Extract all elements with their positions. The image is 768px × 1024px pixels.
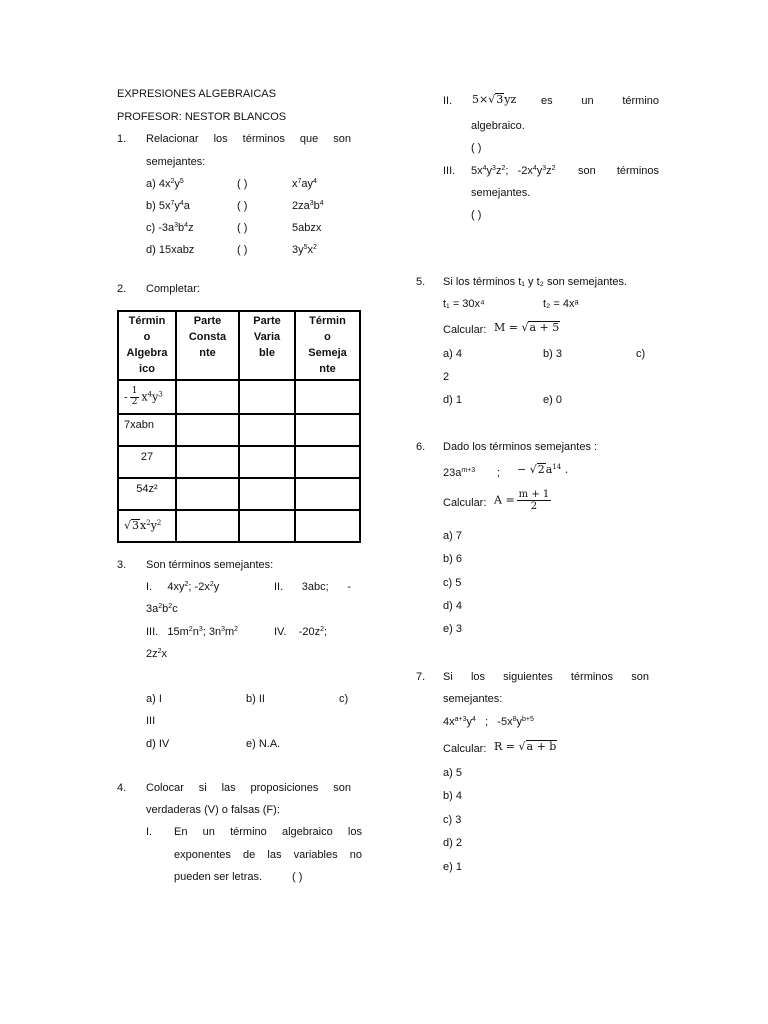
q6-text: Dado los términos semejantes : (443, 441, 598, 453)
q7-option-a: a) 5 (443, 767, 462, 779)
q1-row-d (146, 244, 194, 258)
q4-item-iii-number: III. (443, 165, 456, 177)
q1-b-blank: ( ) (237, 200, 248, 212)
constant-cell[interactable] (176, 478, 239, 510)
table-row (118, 446, 360, 478)
q4-item-ii-expr: 5×√3yz (472, 93, 517, 106)
q1-c-label: c) -3a (146, 222, 175, 234)
q4-item-ii-number: II. (443, 95, 453, 107)
q4-item-i-line2: exponentes de las variables no (174, 849, 362, 861)
q5-option-e: e) 0 (543, 394, 562, 406)
constant-cell[interactable] (176, 414, 239, 446)
similar-term-cell[interactable] (295, 510, 360, 542)
q1-c-match: 5abzx (292, 222, 322, 234)
q3-option-e: e) N.A. (246, 738, 281, 750)
q6-separator: ; (497, 467, 501, 479)
q6-option-c: c) 5 (443, 577, 462, 589)
header-termino-algebraico: Términ o Algebra ico (118, 311, 176, 380)
q5-calc-label: Calcular: (443, 324, 487, 336)
q4-item-i-blank[interactable]: ( ) (292, 871, 303, 883)
q6-option-b: b) 6 (443, 553, 462, 565)
q1-w1: Relacionar (146, 133, 199, 145)
term-cell: 54z² (118, 478, 176, 510)
header-parte-constante: Parte Consta nte (176, 311, 239, 380)
q7-option-e: e) 1 (443, 861, 462, 873)
q1-row-b: b) $5x^7y^4a$ (146, 200, 190, 212)
q1-row-c: c) $-3a^3b^4z$ (146, 222, 194, 234)
q7-line1: Si los siguientes términos son (443, 671, 649, 683)
q6-option-e: e) 3 (443, 623, 462, 635)
q4-number: 4. (117, 782, 127, 794)
variable-cell[interactable] (239, 414, 295, 446)
term-cell: 27 (118, 446, 176, 478)
table-row (118, 414, 360, 446)
q1-b-label: b) 5x (146, 200, 171, 212)
q1-number: 1. (117, 133, 127, 145)
q7-calc-expr: R = √a + b (494, 740, 557, 753)
q1-row-a: a) $4x^2y^5$ (146, 178, 184, 190)
q7-option-d: d) 2 (443, 837, 462, 849)
q4-item-i-line1: En un término algebraico los (174, 826, 362, 838)
q6-calc-expr: A = $\frac{m + 1}{2}$ (494, 489, 550, 512)
q7-option-c: c) 3 (443, 814, 462, 826)
q1-d-label: d) 15xabz (146, 244, 195, 256)
q3-option-d: d) IV (146, 738, 170, 750)
q5-option-c-cont: 2 (443, 371, 450, 383)
q4-item-iii-blank[interactable]: ( ) (471, 209, 482, 221)
table-row (118, 478, 360, 510)
q4-item-ii-line2: algebraico. (471, 120, 525, 132)
q4-line2: verdaderas (V) o falsas (F): (146, 804, 280, 816)
q5-option-a: a) 4 (443, 348, 462, 360)
q1-a-label: a) 4x (146, 178, 171, 190)
q4-line1: Colocar si las proposiciones son (146, 782, 351, 794)
similar-term-cell[interactable] (295, 414, 360, 446)
q3-item-i: I. $4xy^2$; $-2x^2y$ (146, 581, 220, 593)
q3-item-iv: IV. $-20z^2$; (274, 626, 328, 638)
variable-cell[interactable] (239, 478, 295, 510)
q3-item-ii-cont: $3a^2b^2c$ (146, 603, 178, 615)
document-title: EXPRESIONES ALGEBRAICAS (117, 88, 276, 100)
header-parte-variable: Parte Varia ble (239, 311, 295, 380)
q7-option-b: b) 4 (443, 790, 462, 802)
q5-option-c: c) (636, 348, 646, 360)
q4-item-iii-line2: semejantes. (471, 187, 531, 199)
table-row (118, 510, 360, 542)
q1-a-match: $x^7ay^4$ (292, 178, 317, 190)
q4-item-iii-line1: son términos (578, 165, 659, 177)
variable-cell[interactable] (239, 446, 295, 478)
term-cell: 7xabn (118, 414, 176, 446)
q1-line1 (146, 133, 351, 147)
q2-number: 2. (117, 283, 127, 295)
constant-cell[interactable] (176, 510, 239, 542)
q4-item-i-line3: pueden ser letras. (174, 871, 263, 883)
q5-t1: t₁ = 30x⁴ (443, 298, 485, 310)
variable-cell[interactable] (239, 380, 295, 414)
q5-t2: t₂ = 4xᵃ (543, 298, 579, 310)
q6-term2: − $√2a^{14}$ . (517, 463, 569, 476)
q3-option-c: c) (339, 693, 349, 705)
q1-w4: que (299, 133, 319, 145)
header-termino-semejante: Términ o Semeja nte (295, 311, 360, 380)
q7-calc-label: Calcular: (443, 743, 487, 755)
similar-term-cell[interactable] (295, 380, 360, 414)
q3-option-a: a) I (146, 693, 162, 705)
q5-calc-expr: M = √a + 5 (494, 321, 560, 334)
q4-item-i-number: I. (146, 826, 153, 838)
constant-cell[interactable] (176, 446, 239, 478)
completion-table (117, 310, 361, 543)
constant-cell[interactable] (176, 380, 239, 414)
term-cell: $√3x^2y^2$ (118, 510, 176, 542)
similar-term-cell[interactable] (295, 478, 360, 510)
q1-w3: términos (242, 133, 285, 145)
q6-term1: $23a^{m+3}$ (443, 467, 476, 479)
q5-text: Si los términos t₁ y t₂ son semejantes. (443, 276, 628, 288)
q7-line2: semejantes: (443, 693, 503, 705)
q7-number: 7. (416, 671, 426, 683)
q3-item-iii: III. $15m^2n^3$; $3n^3m^2$ (146, 626, 239, 638)
q7-terms: $4x^{a+3}y^4$ ; $-5x^8y^{b+5}$ (443, 716, 534, 728)
q6-option-a: a) 7 (443, 530, 462, 542)
q3-number: 3. (117, 559, 127, 571)
similar-term-cell[interactable] (295, 446, 360, 478)
q1-w2: los (213, 133, 228, 145)
q3-option-b: b) II (246, 693, 265, 705)
q3-item-iv-cont: $2z^2x$ (146, 648, 168, 660)
q1-w5: son (333, 133, 351, 145)
q4-item-ii-blank[interactable]: ( ) (471, 142, 482, 154)
q1-d-match: $3y^5x^2$ (292, 244, 317, 256)
q5-number: 5. (416, 276, 426, 288)
q3-item-ii: II. 3abc; - (274, 581, 351, 593)
q1-c-blank: ( ) (237, 222, 248, 234)
q1-a-blank: ( ) (237, 178, 248, 190)
q3-text: Son términos semejantes: (146, 559, 274, 571)
professor-line: PROFESOR: NESTOR BLANCOS (117, 111, 287, 123)
q1-line2: semejantes: (146, 156, 206, 168)
q5-option-b: b) 3 (543, 348, 562, 360)
table-row (118, 380, 360, 414)
table-header-row (118, 311, 360, 380)
q1-b-match: $2za^3b^4$ (292, 200, 324, 212)
q6-number: 6. (416, 441, 426, 453)
term-cell: - $\frac{1}{2}$ $x^4y^3$ (118, 380, 176, 414)
q5-option-d: d) 1 (443, 394, 462, 406)
q1-d-blank: ( ) (237, 244, 248, 256)
variable-cell[interactable] (239, 510, 295, 542)
q4-item-iii-expr: $5x^4y^3z^2$; $-2x^4y^3z^2$ (471, 165, 556, 177)
q6-calc-label: Calcular: (443, 497, 487, 509)
q2-text: Completar: (146, 283, 200, 295)
q3-option-c-cont: III (146, 715, 156, 727)
q6-option-d: d) 4 (443, 600, 462, 612)
q4-item-ii-line1: es un término (541, 95, 659, 107)
